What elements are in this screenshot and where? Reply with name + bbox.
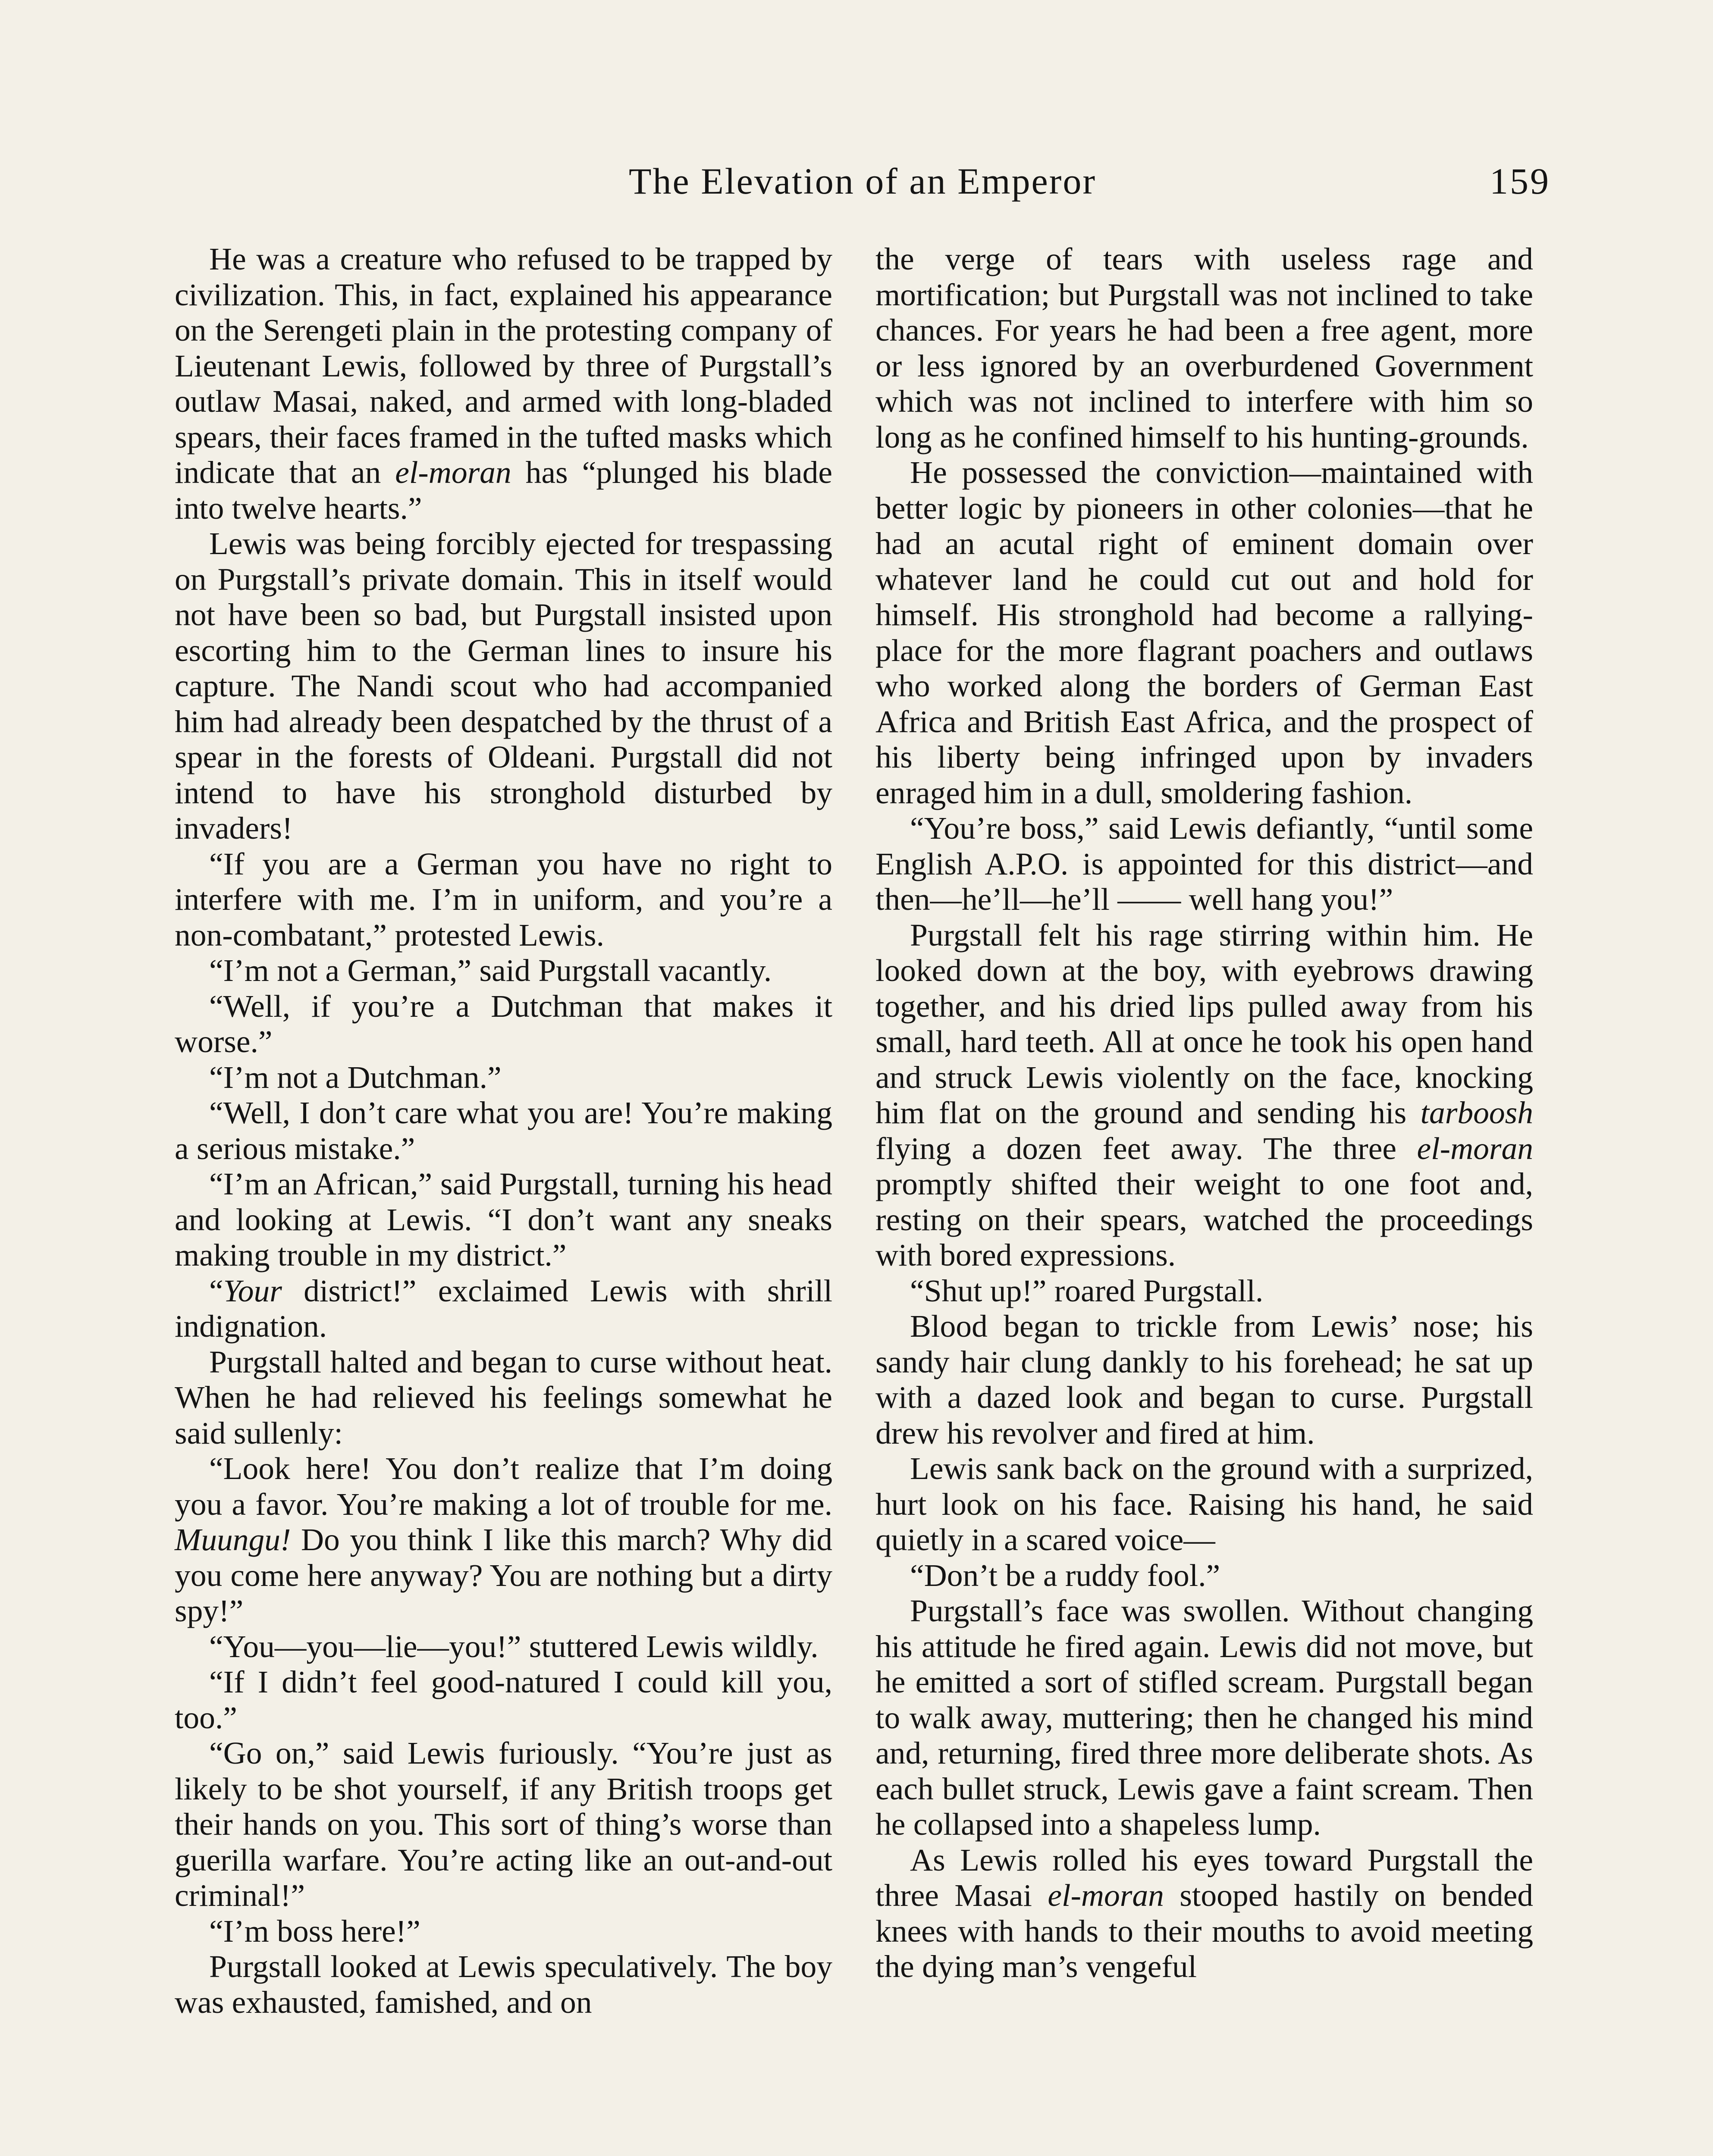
text-run: “Don’t be a ruddy fool.” — [910, 1557, 1220, 1593]
text-run: Blood began to trickle from Lewis’ nose; his sandy hair clung dankly to his forehead; he sat up with a dazed look and began to curse. Purgstall drew his revolver and fired at him. — [875, 1309, 1533, 1451]
text-run: “I’m an African,” said Purgstall, turning his head and looking at Lewis. “I don’t want any sneaks making trouble in my district.” — [175, 1166, 832, 1272]
right-text-column — [875, 241, 1533, 1985]
text-run: “You—you—lie—you!” stuttered Lewis wildly. — [209, 1629, 819, 1664]
text-run: “I’m boss here!” — [209, 1913, 420, 1949]
text-run: He was a creature who refused to be trapped by civilization. This, in fact, explained his appearance on the Serengeti plain in the protesting company of Lieutenant Lewis, followed by three of Purgstall’s outlaw Masai, naked, and armed with long-bladed spears, their faces framed in the tufted masks which indicate that an — [175, 241, 832, 490]
italic-term: tarboosh — [1420, 1095, 1533, 1130]
paragraph — [175, 1344, 832, 1451]
paragraph — [175, 241, 832, 526]
paragraph — [175, 1166, 832, 1273]
left-text-column — [175, 241, 832, 2020]
paragraph — [875, 1273, 1533, 1309]
text-run: “I’m not a German,” said Purgstall vacantly. — [209, 953, 772, 988]
text-run: “If I didn’t feel good-natured I could kill you, too.” — [175, 1664, 832, 1735]
italic-term: Your — [223, 1273, 282, 1308]
text-run: “Look here! You don’t realize that I’m doing you a favor. You’re making a lot of trouble for me. — [175, 1451, 832, 1522]
text-run: flying a dozen feet away. The three — [875, 1131, 1417, 1166]
text-run: He possessed the conviction—maintained with better logic by pioneers in other colonies—that he had an acutal right of eminent domain over whatever land he could cut out and hold for himself. His stronghold had become a rallying-place for the more flagrant poachers and outlaws who worked along the borders of German East Africa and British East Africa, and the prospect of his liberty being infringed upon by invaders enraged him in a dull, smoldering fashion. — [875, 455, 1533, 810]
text-run: “If you are a German you have no right to interfere with me. I’m in uniform, and you’re a non-combatant,” protested Lewis. — [175, 846, 832, 953]
paragraph — [175, 1095, 832, 1166]
paragraph — [875, 1451, 1533, 1558]
paragraph — [175, 526, 832, 846]
text-run: the verge of tears with useless rage and mortification; but Purgstall was not inclined to take chances. For years he had been a free agent, more or less ignored by an overburdened Government which was not inclined to interfere with him so long as he confined himself to his hunting-grounds. — [875, 241, 1533, 454]
text-run: stooped hastily on bended knees with hands to their mouths to avoid meeting the dying man’s vengeful — [875, 1878, 1534, 1984]
paragraph — [875, 455, 1533, 811]
text-run: Lewis sank back on the ground with a surprized, hurt look on his face. Raising his hand, he said quietly in a scared voice— — [875, 1451, 1533, 1557]
text-run: “You’re boss,” said Lewis defiantly, “until some English A.P.O. is appointed for this district—and then—he’ll—he’ll —— well hang you!” — [875, 811, 1533, 917]
italic-term: el-moran — [395, 455, 511, 490]
text-run: “ — [209, 1273, 223, 1308]
text-run: has “plunged his blade into twelve hearts.” — [175, 455, 832, 526]
text-run: Do you think I like this march? Why did you come here anyway? You are nothing but a dirty spy!” — [175, 1522, 832, 1628]
paragraph — [175, 846, 832, 953]
text-run: Purgstall felt his rage stirring within him. He looked down at the boy, with eyebrows drawing together, and his dried lips pulled away from his small, hard teeth. All at once he took his open hand and struck Lewis violently on the face, knocking him flat on the ground and sending his — [875, 917, 1533, 1130]
text-run: “Well, if you’re a Dutchman that makes it worse.” — [175, 988, 832, 1059]
paragraph — [875, 241, 1533, 455]
paragraph — [175, 1914, 832, 1949]
paragraph — [175, 1451, 832, 1629]
paragraph — [875, 1593, 1533, 1843]
italic-term: Muungu! — [175, 1522, 291, 1557]
paragraph — [175, 1736, 832, 1914]
text-run: Purgstall’s face was swollen. Without changing his attitude he fired again. Lewis did not move, but he emitted a sort of stifled scream. Purgstall began to walk away, muttering; then he changed his mind and, returning, fired three more deliberate shots. As each bullet struck, Lewis gave a faint scream. Then he collapsed into a shapeless lump. — [875, 1593, 1533, 1842]
running-title: The Elevation of an Emperor — [629, 160, 1096, 202]
page-number: 159 — [1490, 160, 1550, 202]
text-run: Lewis was being forcibly ejected for trespassing on Purgstall’s private domain. This in itself would not have been so bad, but Purgstall insisted upon escorting him to the German lines to insure his capture. The Nandi scout who had accompanied him had already been despatched by the thrust of a spear in the forests of Oldeani. Purgstall did not intend to have his stronghold disturbed by invaders! — [175, 526, 832, 846]
text-run: “Go on,” said Lewis furiously. “You’re just as likely to be shot yourself, if any British troops get their hands on you. This sort of thing’s worse than guerilla warfare. You’re acting like an out-and-out criminal!” — [175, 1736, 832, 1913]
text-run: district!” exclaimed Lewis with shrill indignation. — [175, 1273, 832, 1344]
text-run: Purgstall halted and began to curse without heat. When he had relieved his feelings somewhat he said sullenly: — [175, 1344, 832, 1451]
paragraph — [175, 1060, 832, 1096]
text-run: promptly shifted their weight to one foot and, resting on their spears, watched the proceedings with bored expressions. — [875, 1166, 1533, 1272]
paragraph — [175, 953, 832, 989]
paragraph — [175, 1664, 832, 1736]
text-run: “Shut up!” roared Purgstall. — [910, 1273, 1264, 1308]
text-run: Purgstall looked at Lewis speculatively. The boy was exhausted, famished, and on — [175, 1949, 832, 2020]
paragraph — [175, 1273, 832, 1344]
italic-term: el-moran — [1048, 1878, 1164, 1913]
paragraph — [875, 811, 1533, 918]
paragraph — [875, 1309, 1533, 1451]
paragraph — [175, 1629, 832, 1665]
page-header — [175, 155, 1550, 207]
text-run: As Lewis rolled his eyes toward Purgstall the three Masai — [875, 1842, 1533, 1913]
paragraph — [875, 1843, 1533, 1985]
italic-term: el-moran — [1417, 1131, 1533, 1166]
paragraph — [875, 918, 1533, 1273]
paragraph — [175, 989, 832, 1060]
text-run: “I’m not a Dutchman.” — [209, 1059, 502, 1095]
paragraph — [875, 1558, 1533, 1594]
text-run: “Well, I don’t care what you are! You’re making a serious mistake.” — [175, 1095, 832, 1166]
paragraph — [175, 1949, 832, 2020]
